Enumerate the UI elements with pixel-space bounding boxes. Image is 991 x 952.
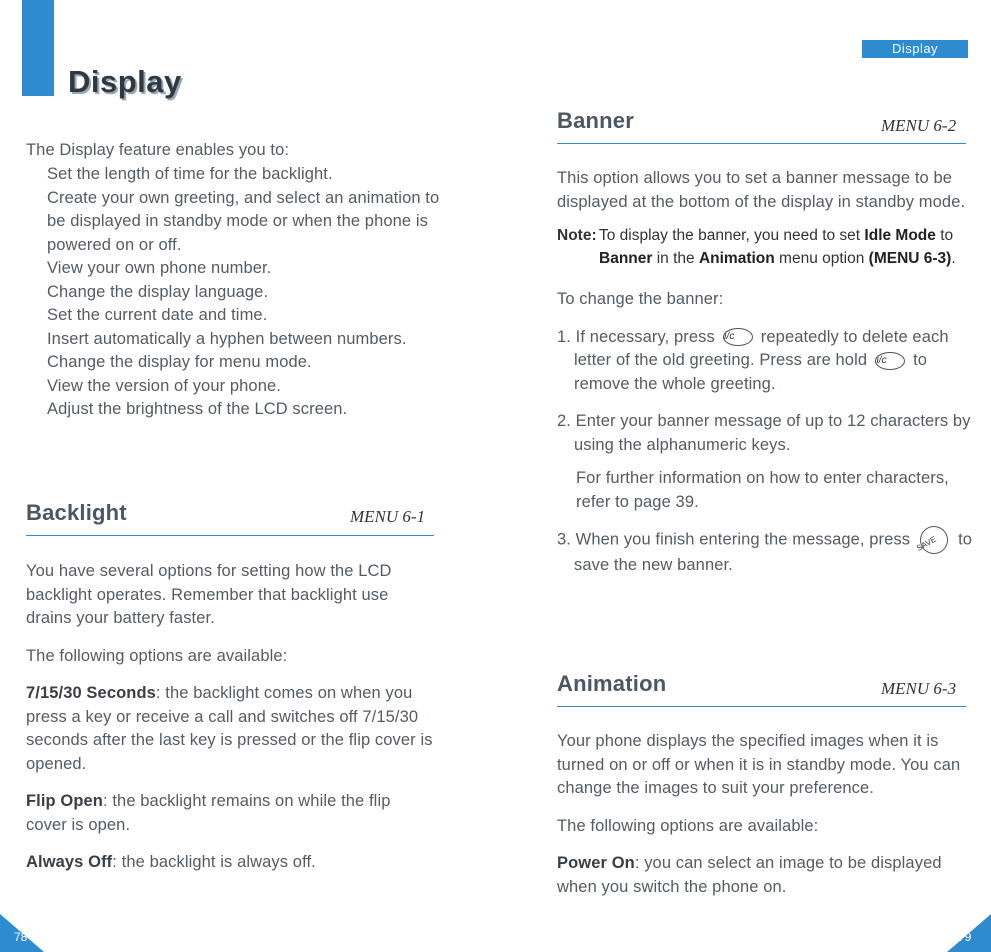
banner-description: This option allows you to set a banner message to be displayed at the bottom of the display in standby mode. xyxy=(557,169,966,211)
animation-heading: Animation xyxy=(557,671,667,696)
step-text: repeatedly to delete each letter of the old greeting. Press are hold xyxy=(574,327,949,369)
note-emphasis: Animation xyxy=(698,250,775,267)
list-item: View your own phone number. xyxy=(47,259,272,277)
animation-menu-ref: MENU 6-3 xyxy=(881,679,957,698)
note-emphasis: Idle Mode xyxy=(864,227,936,244)
backlight-options-intro: The following options are available: xyxy=(26,646,288,665)
banner-steps-intro: To change the banner: xyxy=(557,290,724,308)
note-part: To display the banner, you need to set xyxy=(599,227,861,244)
step-text: 3. When you finish entering the message, press xyxy=(557,530,911,549)
option-label: Always Off xyxy=(26,853,113,871)
feature-list xyxy=(47,163,447,422)
list-item: Change the display language. xyxy=(47,282,269,301)
list-item: Create your own greeting, and select an animation to be displayed in standby mode or when the phone is powered on or off. xyxy=(47,188,440,254)
backlight-option xyxy=(26,790,436,837)
note-text xyxy=(557,224,967,270)
note-part: in the xyxy=(656,250,695,267)
banner-heading: Banner xyxy=(557,108,634,133)
backlight-description: You have several options for setting how the LCD backlight operates. Remember that backlight use drains your battery faster. xyxy=(26,562,392,627)
backlight-body xyxy=(26,560,436,875)
banner-step-2-detail: For further information on how to enter characters, refer to page 39. xyxy=(576,469,949,511)
title-accent-bar xyxy=(22,0,54,96)
backlight-option xyxy=(26,851,436,875)
list-item: View the version of your phone. xyxy=(47,376,281,395)
option-text: : you can select an image to be displayed when you switch the phone on. xyxy=(557,854,942,896)
page-title: Display xyxy=(68,64,182,99)
page-number-right: 79 xyxy=(958,930,972,944)
list-item: Insert automatically a hyphen between numbers. xyxy=(47,329,407,348)
animation-option xyxy=(557,852,967,899)
note-label: Note: xyxy=(557,227,597,244)
banner-note xyxy=(557,224,967,270)
option-label: Flip Open xyxy=(26,792,103,810)
backlight-menu-ref: MENU 6-1 xyxy=(350,507,426,526)
list-item: Adjust the brightness of the LCD screen. xyxy=(47,400,348,418)
list-item: Set the current date and time. xyxy=(47,306,268,324)
backlight-heading: Backlight xyxy=(26,500,127,525)
list-item: Change the display for menu mode. xyxy=(47,353,312,371)
section-tab: Display xyxy=(862,40,968,58)
option-label: Power On xyxy=(557,854,635,872)
option-text: : the backlight is always off. xyxy=(112,853,316,871)
option-label: 7/15/30 Seconds xyxy=(26,684,156,702)
banner-step-2: 2. Enter your banner message of up to 12 characters by using the alphanumeric keys. xyxy=(557,412,971,454)
clear-key-icon: i/c xyxy=(875,352,905,370)
section-divider xyxy=(557,706,966,707)
animation-options-intro: The following options are available: xyxy=(557,816,819,835)
banner-body xyxy=(557,167,973,578)
animation-description: Your phone displays the specified images when it is turned on or off or when it is in standby mode. You can change the images to suit your preference. xyxy=(557,732,961,797)
banner-menu-ref: MENU 6-2 xyxy=(881,116,957,135)
step-text: 1. If necessary, press xyxy=(557,327,715,346)
banner-step-3 xyxy=(557,526,984,578)
note-emphasis: Banner xyxy=(599,250,653,267)
note-emphasis: (MENU 6-3) xyxy=(868,250,952,267)
clear-key-icon: i/c xyxy=(723,328,753,346)
note-part: . xyxy=(951,250,956,267)
section-divider xyxy=(557,143,966,144)
banner-step-1 xyxy=(557,326,984,397)
step-text: to remove the whole greeting. xyxy=(574,351,928,393)
note-part: to xyxy=(940,227,954,244)
section-divider xyxy=(26,535,434,536)
save-key-icon: SAVE xyxy=(915,521,953,559)
backlight-option xyxy=(26,682,436,776)
intro-text: The Display feature enables you to: xyxy=(26,141,290,159)
list-item: Set the length of time for the backlight. xyxy=(47,165,333,183)
option-text: : the backlight remains on while the flip cover is open. xyxy=(26,792,391,834)
animation-body xyxy=(557,730,967,899)
note-part: menu option xyxy=(779,250,865,267)
option-text: : the backlight comes on when you press a key or receive a call and switches off 7/15/30 seconds after the last key is pressed or the flip cover is opened. xyxy=(26,684,433,773)
page-number-left: 78 xyxy=(14,930,28,944)
step-text: to save the new banner. xyxy=(574,530,973,574)
